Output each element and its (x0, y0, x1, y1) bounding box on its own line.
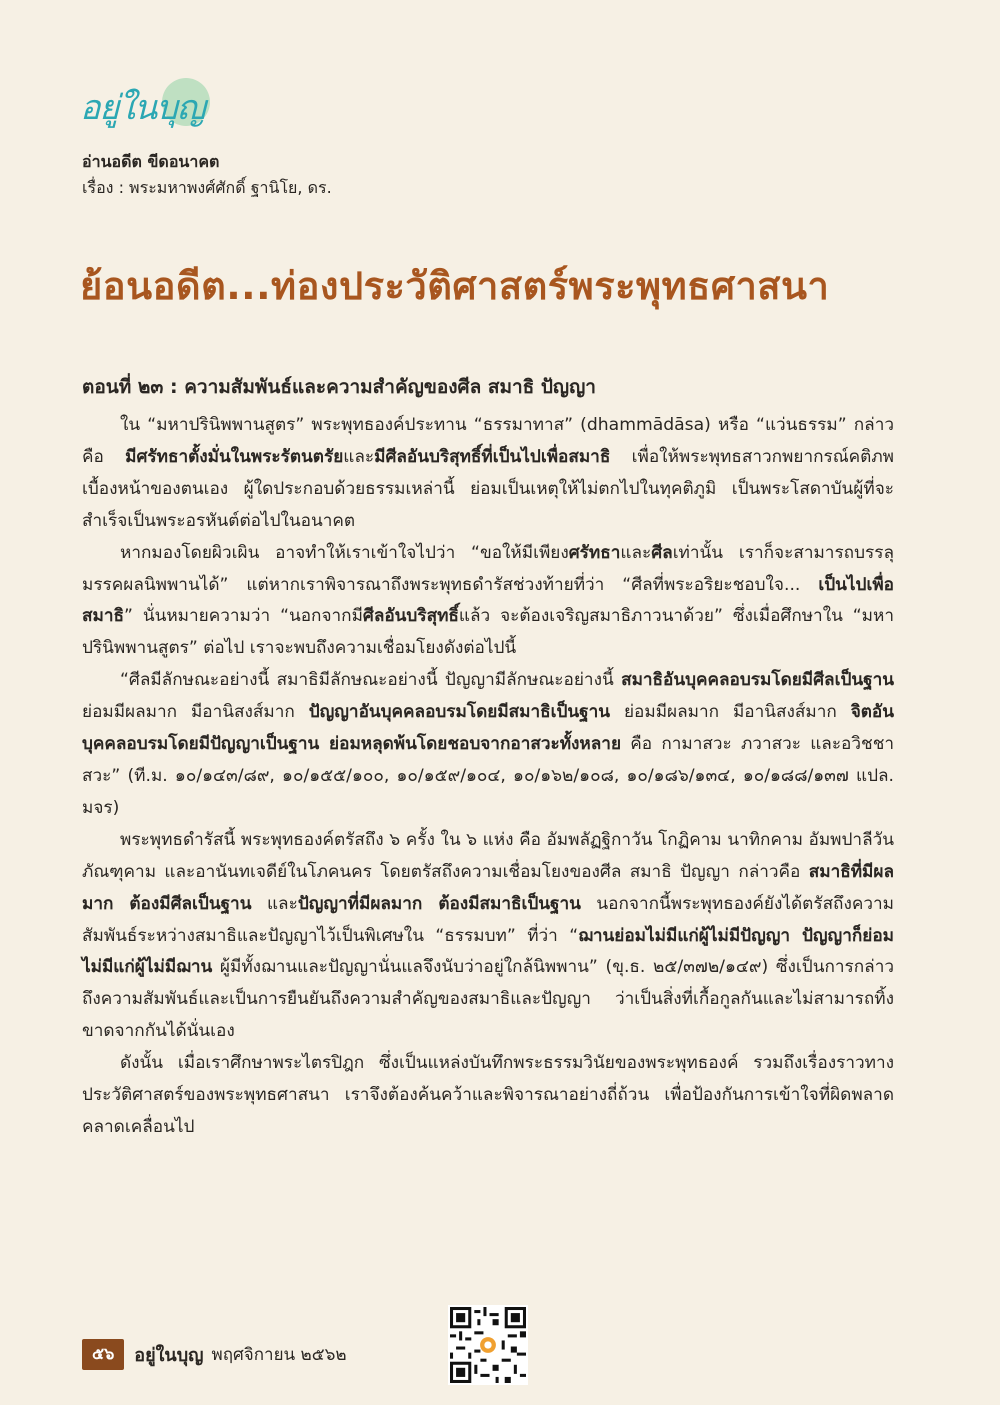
paragraph-5: ดังนั้น เมื่อเราศึกษาพระไตรปิฎก ซึ่งเป็นแหล่งบันทึกพระธรรมวินัยของพระพุทธองค์ รวมถึงเรื่องราวทางประวัติศาสตร์ของพระพุทธศาสนา เราจึงต้องค้นคว้าและพิจารณาอย่างถี่ถ้วน เพื่อป้องกันการเข้าใจที่ผิดพลาดคลาดเคลื่อนไป (82, 1053, 894, 1137)
paragraph-4: พระพุทธดำรัสนี้ พระพุทธองค์ตรัสถึง ๖ ครั้ง ใน ๖ แห่ง คือ อัมพลัฏฐิกาวัน โกฏิคาม นาทิกคาม อัมพปาลีวัน ภัณฑุคาม และอานันทเจดีย์ในโภคนคร โดยตรัสถึงความเชื่อมโยงของศีล สมาธิ ปัญญา กล่าวคือ สมาธิที่มีผลมาก ต้องมีศีลเป็นฐาน และปัญญาที่มีผลมาก ต้องมีสมาธิเป็นฐาน นอกจากนี้พระพุทธองค์ยังได้ตรัสถึงความสัมพันธ์ระหว่างสมาธิและปัญญาไว้เป็นพิเศษใน “ธรรมบท” ที่ว่า “ฌานย่อมไม่มีแก่ผู้ไม่มีปัญญา ปัญญาก็ย่อมไม่มีแก่ผู้ไม่มีฌาน ผู้มีทั้งฌานและปัญญานั่นแลจึงนับว่าอยู่ใกล้นิพพาน” (ขุ.ธ. ๒๕/๓๗๒/๑๔๙) ซึ่งเป็นการกล่าวถึงความสัมพันธ์และเป็นการยืนยันถึงความสำคัญของสมาธิและปัญญา ว่าเป็นสิ่งที่เกื้อกูลกันและไม่สามารถทิ้งขาดจากกันได้นั่นเอง (82, 829, 894, 1042)
magazine-logo (80, 76, 220, 146)
article-headline: ย้อนอดีต...ท่องประวัติศาสตร์พระพุทธศาสนา (80, 264, 830, 308)
issue-date: พฤศจิกายน ๒๕๖๒ (211, 1344, 347, 1365)
page-footer (82, 1340, 347, 1368)
page-number-badge: ๕๖ (82, 1339, 124, 1370)
article-body (82, 372, 894, 1144)
section-title: อ่านอดีต ขีดอนาคต (82, 152, 220, 171)
paragraph-1: ใน “มหาปรินิพพานสูตร” พระพุทธองค์ประทาน “ธรรมาทาส” (dhammādāsa) หรือ “แว่นธรรม” กล่าวคือ มีศรัทธาตั้งมั่นในพระรัตนตรัยและมีศีลอันบริสุทธิ์ที่เป็นไปเพื่อสมาธิ เพื่อให้พระพุทธสาวกพยากรณ์คติภพเบื้องหน้าของตนเอง ผู้ใดประกอบด้วยธรรมเหล่านี้ ย่อมเป็นเหตุให้ไม่ตกไปในทุคติภูมิ เป็นพระโสดาบันผู้ที่จะสำเร็จเป็นพระอรหันต์ต่อไปในอนาคต (82, 415, 894, 531)
logo-text: อยู่ในบุญ (80, 88, 205, 128)
paragraph-3: “ศีลมีลักษณะอย่างนี้ สมาธิมีลักษณะอย่างนี้ ปัญญามีลักษณะอย่างนี้ สมาธิอันบุคคลอบรมโดยมีศีลเป็นฐาน ย่อมมีผลมาก มีอานิสงส์มาก ปัญญาอันบุคคลอบรมโดยมีสมาธิเป็นฐาน ย่อมมีผลมาก มีอานิสงส์มาก จิตอันบุคคลอบรมโดยมีปัญญาเป็นฐาน ย่อมหลุดพ้นโดยชอบจากอาสวะทั้งหลาย คือ กามาสวะ ภวาสวะ และอวิชชาสวะ” (ที.ม. ๑๐/๑๔๓/๘๙, ๑๐/๑๕๕/๑๐๐, ๑๐/๑๕๙/๑๐๔, ๑๐/๑๖๒/๑๐๘, ๑๐/๑๘๖/๑๓๔, ๑๐/๑๘๘/๑๓๗ แปล. มจร) (82, 670, 895, 818)
author-line: เรื่อง : พระมหาพงศ์ศักดิ์ ฐานิโย, ดร. (82, 178, 332, 197)
episode-title: ตอนที่ ๒๓ : ความสัมพันธ์และความสำคัญของศีล สมาธิ ปัญญา (82, 376, 596, 398)
qr-code[interactable] (448, 1305, 528, 1385)
paragraph-2: หากมองโดยผิวเผิน อาจทำให้เราเข้าใจไปว่า “ขอให้มีเพียงศรัทธาและศีลเท่านั้น เราก็จะสามารถบรรลุมรรคผลนิพพานได้” แต่หากเราพิจารณาถึงพระพุทธดำรัสช่วงท้ายที่ว่า “ศีลที่พระอริยะชอบใจ... เป็นไปเพื่อสมาธิ” นั่นหมายความว่า “นอกจากมีศีลอันบริสุทธิ์แล้ว จะต้องเจริญสมาธิภาวนาด้วย” ซึ่งเมื่อศึกษาใน “มหาปรินิพพานสูตร” ต่อไป เราจะพบถึงความเชื่อมโยงดังต่อไปนี้ (82, 542, 894, 659)
magazine-name: อยู่ในบุญ (134, 1344, 204, 1366)
qr-code-graphic (450, 1307, 526, 1383)
